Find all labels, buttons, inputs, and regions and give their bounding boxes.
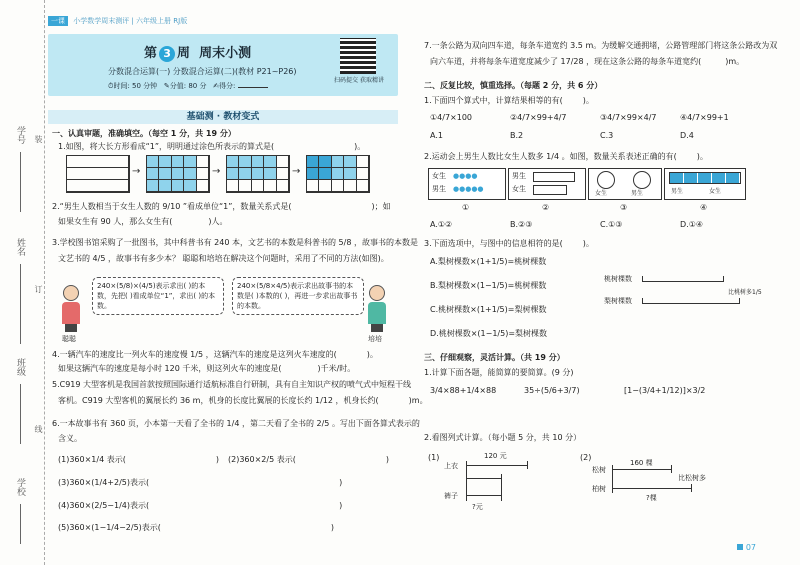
p2q3-label: 3.下面选项中，与图中的信息相符的是( [424, 239, 563, 248]
q6-expr-5: (5)360×(1−1/4−2/5)表示( ) [58, 523, 335, 532]
q2-part-b: ”看成单位“1”，数量关系式是( [182, 202, 292, 211]
binding-mark-xian: 线 [34, 425, 43, 433]
p2q2-figure-2 [508, 168, 586, 200]
q4-part-d: 千米/时。 [320, 364, 356, 373]
qr-caption: 扫码提交 获取精讲 [334, 77, 384, 84]
q6-expr-3: (3)360×(1/4+2/5)表示( ) [58, 478, 343, 487]
g2-pine-label: 松树 [592, 466, 606, 474]
q6-part-a: 6.一本故事书有 360 页，小本第一天看了全书的 [52, 419, 224, 428]
q1-grid-4 [306, 155, 370, 193]
q6-expr-4: (4)360×(2/5−1/4)表示( ) [58, 501, 343, 510]
q5-text-2: 客机。C919 大型客机的翼展长约 36 m，机身的长度比翼展的长度长约 1/12 ，机身长约( )m。 [58, 396, 428, 405]
q7-part-d: m。 [728, 57, 745, 66]
calc-1: 3/4×88+1/4×88 [430, 386, 497, 395]
p2q3-text: 3.下面选项中，与图中的信息相符的是( )。 [424, 239, 594, 248]
g2-cypress-edge [691, 484, 692, 492]
q1-label: 1.如图，将大长方形看成“1”，明明通过涂色所表示的算式是( [58, 142, 275, 151]
page-number [737, 543, 756, 552]
score-icon: ✎ [163, 82, 170, 90]
q4-part-a: 4.一辆汽车的速度比一列火车的速度慢 [52, 350, 188, 359]
q1-text: 1.如图，将大长方形看成“1”，明明通过涂色所表示的算式是( )。 [58, 142, 366, 151]
name-peipei: 培培 [368, 335, 382, 343]
week-number-badge: 3 [159, 46, 175, 62]
page-number-text: 07 [745, 543, 756, 552]
q6-text: 6.一本故事书有 360 页，小本第一天看了全书的 1/4 ，第二天看了全书的 2/5 。写出下面各算式表示的 [52, 419, 420, 428]
q4-part-c: 如果这辆汽车的速度是每小时 120 千米，则这列火车的速度是( [58, 364, 282, 373]
p2q2-figure-4 [664, 168, 746, 200]
q6-e1-label: (1)360×1/4 表示( [58, 455, 126, 464]
g2-pine-edge [671, 465, 672, 473]
fig2-girls-label: 女生 [512, 185, 526, 193]
q7-part-c: ，现在这条公路的每条车道宽约( [586, 57, 702, 66]
fig-label-3: ③ [620, 203, 628, 212]
fig1-girls-label: 女生 [432, 172, 446, 180]
q3-part-c: 文艺书的 [58, 254, 90, 263]
name-congcong: 聪聪 [62, 335, 76, 343]
g1-top-label: 上衣 [444, 462, 458, 470]
student-id-label: 学号 [15, 126, 25, 144]
part1-heading: 一、认真审题，准确填空。（每空 1 分，共 19 分） [52, 129, 236, 138]
fig1-boys-label: 男生 [432, 185, 446, 193]
g2-number: (2) [580, 453, 592, 462]
q5-part-b: 客机。C919 大型客机的翼展长约 36 m，机身的长度比翼展的长度长约 [58, 396, 313, 405]
fig-label-1: ① [462, 203, 470, 212]
q3-text: 3.学校图书馆采购了一批图书，其中科普书有 240 本，文艺书的本数是科普书的 5/8 ，故事书的本数是 [52, 238, 418, 247]
fig4-bar [669, 172, 741, 184]
g1-top-bar [466, 465, 528, 466]
score-field[interactable] [238, 87, 268, 88]
week-suffix: 周 [177, 46, 191, 61]
congcong-bubble: 240×(5/8)×(4/5)表示求出( )的本数，先把( )看成单位“1”，求出( )的本数。 [92, 277, 224, 315]
series-text: 小学数学周末测评 | 六年级上册 RJ版 [73, 17, 188, 25]
time-limit: 时间: 50 分钟 [113, 82, 158, 90]
g1-top-right-edge [527, 461, 528, 469]
binding-margin [0, 0, 45, 565]
g2-cypress-label: 柏树 [592, 485, 606, 493]
fig3-girls-circle [597, 171, 615, 189]
q5-text: 5.C919 大型客机是我国首款按照国际通行适航标准自行研制，具有自主知识产权的喷气式中短程干线 [52, 380, 412, 389]
q1-grid-2 [146, 155, 210, 193]
g1-bottom-bar [466, 495, 502, 496]
test-header [48, 34, 398, 96]
clock-icon: ⏱ [108, 82, 114, 90]
q2-part-a: 2.“男生人数相当于女生人数的 [52, 202, 160, 211]
p2q2-answer-b[interactable]: B.②③ [510, 220, 533, 229]
test-title-text: 周末小测 [199, 46, 252, 61]
section-band: 基础测 · 教材变式 [48, 110, 398, 124]
g1-mid-label: 裤子 [444, 492, 458, 500]
p2q1-answer-c[interactable]: C.3 [600, 131, 614, 140]
class-field[interactable] [20, 384, 23, 444]
p2q2-answer-d[interactable]: D.①④ [680, 220, 704, 229]
p2q1-answer-b[interactable]: B.2 [510, 131, 524, 140]
q7-part-b: 向六车道，并将每条车道宽度减少了 [430, 57, 558, 66]
pen-icon: ✍ [213, 82, 220, 90]
diag-pear-bar [642, 298, 740, 304]
q6-part-b: ，第二天看了全书的 [241, 419, 314, 428]
q7-text: 7.一条公路为双向四车道，每条车道宽约 3.5 m。为缓解交通拥堵，公路管理部门将这条公路改为双 [424, 41, 778, 50]
fig2-boys-label: 男生 [512, 172, 526, 180]
binding-mark-ding: 订 [34, 285, 43, 293]
test-title [144, 42, 251, 62]
p2q1-option-4: ④4/7×99+1 [680, 113, 729, 122]
p2q2-part-a: 2.运动会上男生人数比女生人数多 [424, 152, 544, 161]
g1-number: (1) [428, 453, 440, 462]
name-field[interactable] [20, 264, 23, 344]
q6-e4-label: (4)360×(2/5−1/4)表示( [58, 501, 150, 510]
p2q2-figure-3 [588, 168, 662, 200]
q6-expr-2: (2)360×2/5 表示( ) [228, 455, 389, 464]
q3-part-d: ，故事书有多少本？ 聪聪和培培在解决这个问题时，采用了不同的方法(如图)。 [107, 254, 389, 263]
q3-part-a: 3.学校图书馆采购了一批图书，其中科普书有 240 本，文艺书的本数是科普书的 [52, 238, 336, 247]
fig1-boys-dots: ●●●●● [453, 185, 484, 193]
fig4-boys-label: 男生 [671, 188, 684, 195]
q6-e2-label: (2)360×2/5 表示( [228, 455, 296, 464]
q2-text-2: 如果女生有 90 人，那么女生有( )人。 [58, 217, 228, 226]
p2q2-answer-c[interactable]: C.①③ [600, 220, 623, 229]
g1-question: ?元 [472, 503, 483, 511]
binding-mark-zhuang: 装 [34, 135, 43, 143]
p2q2-text: 2.运动会上男生人数比女生人数多 1/4 。如图，数量关系表述正确的有( )。 [424, 152, 708, 161]
boy-illustration [60, 285, 82, 333]
full-score: 分值: 80 分 [169, 82, 207, 90]
student-id-field[interactable] [20, 152, 23, 212]
q4-text-2: 如果这辆汽车的速度是每小时 120 千米，则这列火车的速度是( )千米/时。 [58, 364, 356, 373]
g1-mid-edge [501, 474, 502, 501]
arrow-icon: → [292, 166, 301, 177]
part3-heading: 三、仔细观察，灵活计算。（共 19 分） [424, 353, 565, 362]
q1-grid-1 [66, 155, 130, 193]
class-label: 班级 [15, 358, 25, 376]
p2q3-option-c[interactable]: C.桃树棵数×(1+1/5)=梨树棵数 [430, 305, 547, 314]
g2-cypress-bar [612, 488, 692, 489]
q6-e3-label: (3)360×(1/4+2/5)表示( [58, 478, 150, 487]
fig3-girls-label: 女生 [595, 190, 608, 197]
peipei-bubble: 240×(5/8×4/5)表示求出故事书的本数是( )本数的( )，再进一步求出故事书的本数。 [232, 277, 364, 315]
test-subtitle: 分数混合运算(一) 分数混合运算(二)(教材 P21~P26) [108, 67, 297, 76]
q5-part-c: ，机身长约( [335, 396, 379, 405]
q2-part-c: 如果女生有 90 人，那么女生有( [58, 217, 173, 226]
g2-question: ?棵 [646, 494, 657, 502]
page-marker-icon [737, 544, 743, 550]
p3q2-text: 2.看图列式计算。（每小题 5 分，共 10 分） [424, 433, 582, 442]
p2q2-answer-a[interactable]: A.①② [430, 220, 453, 229]
q2-part-d: 人。 [211, 217, 228, 226]
p2q1-option-1: ①4/7×100 [430, 113, 473, 122]
q7-text-2: 向六车道，并将每条车道宽度减少了 17/28 ，现在这条公路的每条车道宽约( )m。 [430, 57, 745, 66]
girl-illustration [366, 285, 388, 333]
diag-pear-label: 梨树棵数 [604, 297, 632, 305]
p2q3-option-b[interactable]: B.梨树棵数×(1−1/5)=桃树棵数 [430, 281, 547, 290]
q4-part-b: ，这辆汽车的速度是这列火车速度的( [205, 350, 337, 359]
diag-more-label: 比桃树多1/5 [728, 289, 762, 296]
p3q1-text: 1.计算下面各题，能简算的要简算。(9 分) [424, 368, 574, 377]
test-meta [108, 81, 268, 91]
fig-label-2: ② [542, 203, 550, 212]
q6-e5-label: (5)360×(1−1/4−2/5)表示( [58, 523, 161, 532]
arrow-icon: → [212, 166, 221, 177]
p2q3-option-a[interactable]: A.梨树棵数×(1+1/5)=桃树棵数 [430, 257, 547, 266]
school-field[interactable] [20, 504, 23, 544]
q5-part-d: m。 [411, 396, 428, 405]
q4-text: 4.一辆汽车的速度比一列火车的速度慢 1/5 ，这辆汽车的速度是这列火车速度的( )。 [52, 350, 378, 359]
p2q1-answer-d[interactable]: D.4 [680, 131, 694, 140]
series-bar [48, 16, 187, 26]
g1-mid-bar [466, 478, 502, 479]
fig3-boys-label: 男生 [631, 190, 644, 197]
week-prefix: 第 [144, 46, 158, 61]
diag-peach-bar [642, 276, 724, 282]
p2q1-label: 1.下面四个算式中，计算结果相等的有( [424, 96, 563, 105]
arrow-icon: → [132, 166, 141, 177]
p2q1-option-2: ②4/7×99+4/7 [510, 113, 567, 122]
diag-peach-label: 桃树棵数 [604, 275, 632, 283]
g2-more-label: 比松树多 [678, 474, 706, 482]
name-label: 姓名 [15, 238, 25, 256]
g1-price: 120 元 [484, 452, 507, 460]
p2q2-figure-1 [428, 168, 506, 200]
fig2-boys-bar [533, 172, 575, 182]
fig3-boys-circle [633, 171, 651, 189]
p2q1-text: 1.下面四个算式中，计算结果相等的有( )。 [424, 96, 594, 105]
p2q1-answer-a[interactable]: A.1 [430, 131, 443, 140]
series-tag: 一课 [48, 16, 68, 26]
school-label: 学校 [15, 478, 25, 496]
fig4-girls-label: 女生 [709, 188, 722, 195]
fig2-girls-bar [533, 185, 567, 195]
q1-grid-3 [226, 155, 290, 193]
fig1-girls-dots: ●●●● [453, 172, 478, 180]
fig-label-4: ④ [700, 203, 708, 212]
calc-3: [1−(3/4+1/12)]×3/2 [624, 386, 706, 395]
q6-text-2: 含义。 [58, 434, 82, 443]
qr-code-icon[interactable] [340, 38, 376, 74]
part2-heading: 二、反复比较，慎重选择。（每题 2 分，共 6 分） [424, 81, 603, 90]
p2q2-part-b: 。如图，数量关系表述正确的有( [561, 152, 677, 161]
calc-2: 35÷(5/6+3/7) [524, 386, 580, 395]
p2q3-option-d[interactable]: D.桃树棵数×(1−1/5)=梨树棵数 [430, 329, 548, 338]
g2-count: 160 棵 [630, 459, 653, 467]
q3-text-2: 文艺书的 4/5 ，故事书有多少本？ 聪聪和培培在解决这个问题时，采用了不同的方法(如图)。 [58, 254, 389, 263]
q6-part-c: 。写出下面各算式表示的 [331, 419, 420, 428]
q2-text: 2.“男生人数相当于女生人数的 9/10 ”看成单位“1”，数量关系式是( )；如 [52, 202, 391, 211]
score-label: 得分: [219, 82, 236, 90]
p2q1-option-3: ③4/7×99×4/7 [600, 113, 657, 122]
g2-pine-bar [612, 469, 672, 470]
q6-expr-1: (1)360×1/4 表示( ) [58, 455, 219, 464]
q3-part-b: ，故事书的本数是 [353, 238, 418, 247]
